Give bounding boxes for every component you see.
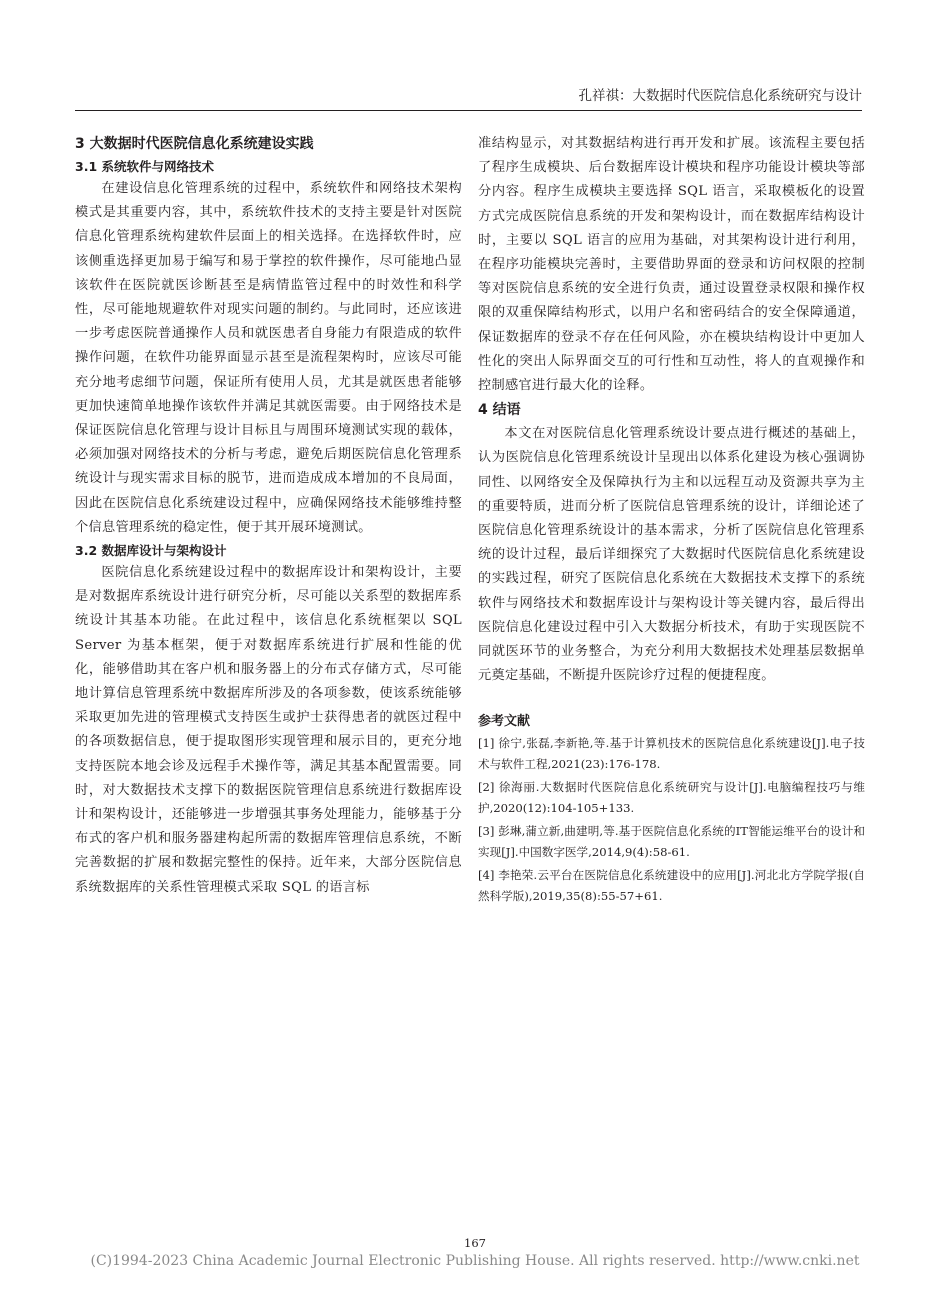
reference-item: [4] 李艳荣.云平台在医院信息化系统建设中的应用[J].河北北方学院学报(自然科学版),2019,35(8):55-57+61. bbox=[478, 868, 865, 904]
paragraph-database-architecture: 医院信息化系统建设过程中的数据库设计和架构设计，主要是对数据库系统设计进行研究分析，尽可能以关系型的数据库系统设计其基本功能。在此过程中，该信息化系统框架以 SQL Server 为基本框架，便于对数据库系统进行扩展和性能的优化，能够借助其在客户机和服务器上的分布式存储方式，尽可能地计算信息管理系统中数据库所涉及的各项参数，使该系统能够采取更加先进的管理模式支持医生或护士获得患者的就医过程中的各项数据信息，便于提取图形实现管理和展示目的，更充分地支持医院本地会诊及远程手术操作等，满足其基本配置需要。同时，对大数据技术支撑下的数据医院管理信息系统进行数据库设计和架构设计，还能够进一步增强其事务处理能力，能够基于分布式的客户机和服务器建构起所需的数据库管理信息系统，不断完善数据的扩展和数据完整性的保持。近年来，大部分医院信息系统数据库的关系性管理模式采取 SQL 的语言标 bbox=[75, 565, 462, 895]
subsection-title-software-network: 3.1 系统软件与网络技术 bbox=[75, 159, 214, 174]
references-title: 参考文献 bbox=[478, 714, 531, 730]
running-header: 孔祥祺：大数据时代医院信息化系统研究与设计 bbox=[75, 84, 862, 111]
references-list bbox=[478, 733, 865, 907]
paragraph-software-network: 在建设信息化管理系统的过程中，系统软件和网络技术架构模式是其重要内容，其中，系统软件技术的支持主要是针对医院信息化管理系统构建软件层面上的相关选择。在选择软件时，应该侧重选择更加易于编写和易于掌控的软件操作，尽可能地凸显该软件在医院就医诊断甚至是病情监管过程中的时效性和科学性，尽可能地规避软件对现实问题的制约。与此同时，还应该进一步考虑医院普通操作人员和就医患者自身能力有限造成的软件操作问题，在软件功能界面显示甚至是流程架构时，应该尽可能充分地考虑细节问题，保证所有使用人员，尤其是就医患者能够更加快速简单地操作该软件并满足其就医需要。由于网络技术是保证医院信息化管理与设计目标且与周围环境测试实现的载体，必须加强对网络技术的分析与考虑，避免后期医院信息化管理系统设计与现实需求目标的脱节，进而造成成本增加的不良局面，因此在医院信息化系统建设过程中，应确保网络技术能够维持整个信息管理系统的稳定性，便于其开展环境测试。 bbox=[75, 181, 462, 535]
reference-item: [1] 徐宁,张磊,李新艳,等.基于计算机技术的医院信息化系统建设[J].电子技术与软件工程,2021(23):176-178. bbox=[478, 736, 865, 772]
subsection-title-database-architecture: 3.2 数据库设计与架构设计 bbox=[75, 543, 227, 559]
copyright-notice: (C)1994-2023 China Academic Journal Electronic Publishing House. All rights reserved. http://www.cnki.net bbox=[90, 1253, 860, 1269]
reference-item: [3] 彭琳,蒲立新,曲建明,等.基于医院信息化系统的IT智能运维平台的设计和实现[J].中国数字医学,2014,9(4):58-61. bbox=[478, 824, 865, 860]
reference-item: [2] 徐海丽.大数据时代医院信息化系统研究与设计[J].电脑编程技巧与维护,2020(12):104-105+133. bbox=[478, 780, 865, 816]
left-column bbox=[75, 132, 462, 900]
conclusion-title: 4 结语 bbox=[478, 402, 521, 419]
section-title: 3 大数据时代医院信息化系统建设实践 bbox=[75, 136, 314, 152]
paragraph-continuation: 准结构显示，对其数据结构进行再开发和扩展。该流程主要包括了程序生成模块、后台数据库设计模块和程序功能设计模块等部分内容。程序生成模块主要选择 SQL 语言，采取模板化的设置方式完成医院信息系统的开发和架构设计，而在数据库结构设计时，主要以 SQL 语言的应用为基础，对其架构设计进行利用，在程序功能模块完善时，主要借助界面的登录和访问权限的控制等对医院信息系统的安全进行负责，通过设置登录权限和操作权限的双重保障结构形式，以用户名和密码结合的安全保障通道，保证数据库的登录不存在任何风险，亦在模块结构设计中更加人性化的突出人际界面交互的可行性和互动性，将人的直观操作和控制感官进行最大化的诠释。 bbox=[478, 136, 865, 394]
paragraph-conclusion: 本文在对医院信息化管理系统设计要点进行概述的基础上，认为医院信息化管理系统设计呈现出以体系化建设为核心强调协同性、以网络安全及保障执行为主和以远程互动及资源共享为主的重要特质，进而分析了医院信息管理系统的设计，详细论述了医院信息化管理系统设计的基本需求，分析了医院信息化管理系统的设计过程，最后详细探究了大数据时代医院信息化系统建设的实践过程，研究了医院信息化系统在大数据技术支撑下的系统软件与网络技术和数据库设计与架构设计等关键内容，最后得出医院信息化建设过程中引入大数据分析技术，有助于实现医院不同就医环节的业务整合，为充分利用大数据技术处理基层数据单元奠定基础，不断提升医院诊疗过程的便捷程度。 bbox=[478, 426, 865, 684]
right-column bbox=[478, 132, 865, 909]
page-number: 167 bbox=[464, 1236, 486, 1250]
